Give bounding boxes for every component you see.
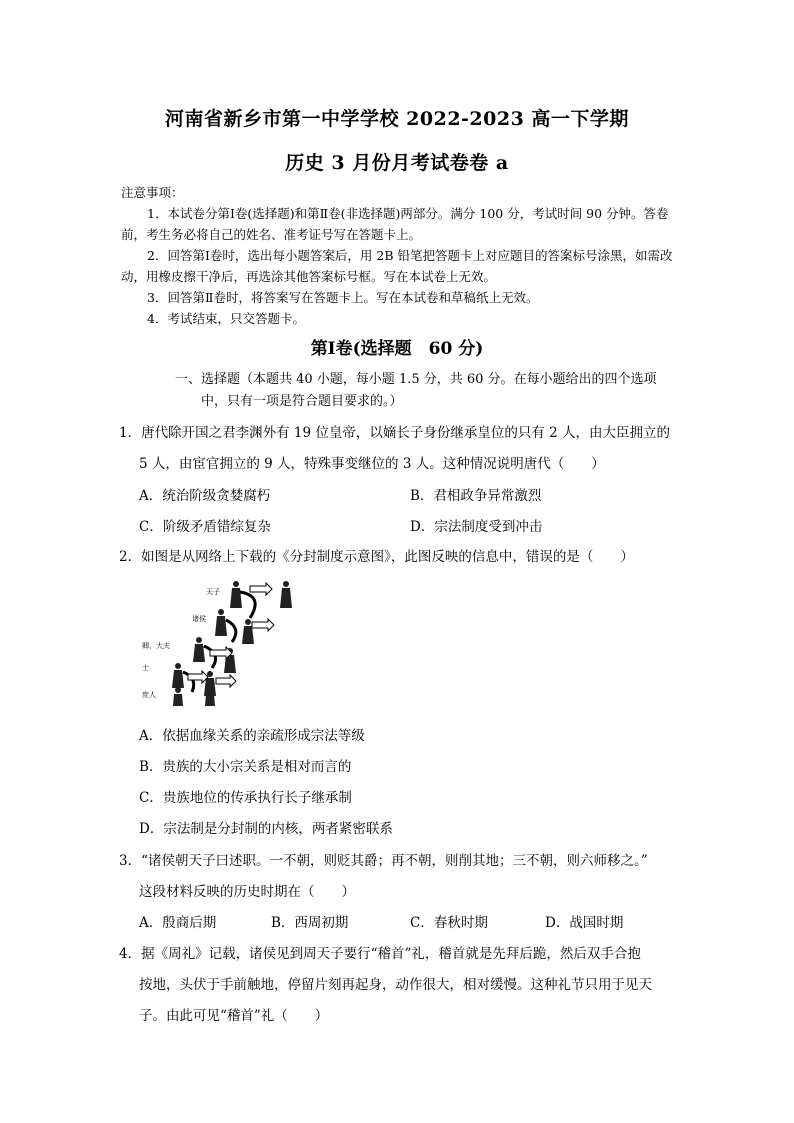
question-4-line3: 子。由此可见“稽首”礼（ ）	[139, 1008, 329, 1024]
diagram-label-zhuhou: 诸侯	[192, 615, 206, 623]
diagram-label-qingdafu: 卿、大夫	[142, 642, 170, 650]
section-title: 第Ⅰ卷(选择题 60 分)	[310, 339, 484, 359]
notice-item-3: 3．回答第Ⅱ卷时，将答案写在答题卡上。写在本试卷和草稿纸上无效。	[147, 290, 539, 305]
diagram-figures	[172, 581, 292, 706]
notice-heading: 注意事项：	[121, 185, 184, 200]
diagram-label-shi: 士	[142, 664, 149, 672]
feudal-system-diagram	[140, 578, 310, 708]
question-1-option-c: C．阶级矛盾错综复杂	[139, 519, 271, 535]
question-1-option-b: B．君相政争异常激烈	[410, 488, 542, 504]
question-3-line1: 3．“诸侯朝天子曰述职。一不朝，则贬其爵；再不朝，则削其地；三不朝，则六师移之。”	[119, 853, 648, 869]
notice-item-2: 2．回答第Ⅰ卷时，选出每小题答案后，用 2B 铅笔把答题卡上对应题目的答案标号涂黑，如需改动，用橡皮擦干净后，再选涂其他答案标号框。写在本试卷上无效。	[121, 248, 673, 284]
question-2-option-c: C．贵族地位的传承执行长子继承制	[139, 790, 352, 806]
question-2-option-a: A．依据血缘关系的亲疏形成宗法等级	[139, 728, 365, 744]
section-desc-line1: 一、选择题（本题共 40 小题，每小题 1.5 分，共 60 分。在每小题给出的四个选项	[175, 372, 657, 387]
notice-item-1: 1．本试卷分第Ⅰ卷(选择题)和第Ⅱ卷(非选择题)两部分。满分 100 分，考试时间 90 分钟。答卷前，考生务必将自己的姓名、准考证号写在答题卡上。	[121, 206, 669, 242]
section-description	[175, 369, 675, 413]
question-1-option-a: A．统治阶级贪婪腐朽	[139, 488, 271, 504]
question-2-option-d: D．宗法制是分封制的内核，两者紧密联系	[139, 821, 393, 837]
question-1-line1: 1．唐代除开国之君李渊外有 19 位皇帝，以嫡长子身份继承皇位的只有 2 人，由大臣拥立的	[119, 425, 671, 441]
question-3-line2: 这段材料反映的历史时期在（ ）	[139, 884, 355, 900]
notice-item-4: 4．考试结束，只交答题卡。	[147, 311, 305, 326]
exam-title-line2: 历史 3 月份月考试卷卷 a	[285, 152, 509, 174]
diagram-label-tianzi: 天子	[206, 588, 220, 596]
question-3-option-a: A．殷商后期	[139, 915, 217, 931]
question-1-option-d: D．宗法制度受到冲击	[410, 519, 543, 535]
question-3-option-b: B．西周初期	[271, 915, 349, 931]
question-4-line1: 4．据《周礼》记载，诸侯见到周天子要行“稽首”礼，稽首就是先拜后跪，然后双手合抱	[119, 946, 641, 962]
question-3-option-d: D．战国时期	[545, 915, 624, 931]
diagram-label-shuren: 庶人	[142, 691, 156, 699]
question-2-option-b: B．贵族的大小宗关系是相对而言的	[139, 759, 352, 775]
question-2-line1: 2．如图是从网络上下载的《分封制度示意图》，此图反映的信息中，错误的是（ ）	[119, 549, 634, 565]
section-desc-line2: 中，只有一项是符合题目要求的。）	[201, 394, 403, 409]
question-1-line2: 5 人，由宦官拥立的 9 人，特殊事变继位的 3 人。这种情况说明唐代（ ）	[139, 456, 605, 472]
question-4-line2: 按地，头伏于手前触地，停留片刻再起身，动作很大，相对缓慢。这种礼节只用于见天	[139, 977, 652, 993]
exam-title-line1: 河南省新乡市第一中学学校 2022-2023 高一下学期	[165, 108, 629, 130]
question-3-option-c: C．春秋时期	[410, 915, 488, 931]
